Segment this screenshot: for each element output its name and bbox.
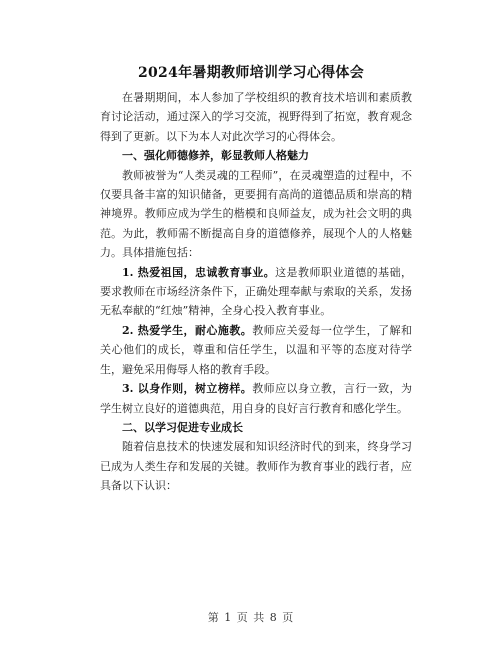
list-item-text: 教师应关爱每一位学生，了解和关心他们的成长，尊重和信任学生，以温和平等的态度对待学生，避免采用侮辱人格的教育手段。 — [100, 323, 413, 376]
page-title: 2024年暑期教师培训学习心得体会 — [137, 65, 365, 81]
list-item-text: 教师应以身立教，言行一致，为学生树立良好的道德典范，用自身的良好言行教育和感化学生。 — [100, 382, 413, 415]
list-item — [100, 263, 412, 321]
list-item-lead: 1. 热爱祖国，忠诚教育事业。 — [122, 265, 276, 279]
section-1-paragraph: 教师被誉为“人类灵魂的工程师”，在灵魂塑造的过程中，不仅要具备丰富的知识储备，更要拥有高尚的道德品质和崇高的精神境界。教师应成为学生的楷模和良师益友，成为社会文明的典范。为此，教师需不断提高自身的道德修养，展现个人的人格魅力。具体措施包括： — [100, 168, 412, 260]
intro-paragraph: 在暑期期间，本人参加了学校组织的教育技术培训和素质教育讨论活动，通过深入的学习交流，视野得到了拓宽，教育观念得到了更新。以下为本人对此次学习的心得体会。 — [100, 91, 412, 143]
section-2-paragraph: 随着信息技术的快速发展和知识经济时代的到来，终身学习已成为人类生存和发展的关键。教师作为教育事业的践行者，应具备以下认识： — [100, 440, 412, 493]
list-item-lead: 3. 以身作则，树立榜样。 — [122, 382, 253, 396]
list-item — [100, 379, 412, 418]
list-item-text: 这是教师职业道德的基础，要求教师在市场经济条件下，正确处理奉献与索取的关系，发扬无私奉献的“红烛”精神，全身心投入教育事业。 — [100, 265, 413, 318]
section-2-heading: 二、以学习促进专业成长 — [122, 420, 243, 434]
list-item — [100, 321, 412, 379]
page-number: 第 1 页 共 8 页 — [207, 611, 295, 624]
document-body — [100, 88, 412, 496]
section-1-heading: 一、强化师德修养，彰显教师人格魅力 — [122, 149, 309, 163]
list-item-lead: 2. 热爱学生，耐心施教。 — [122, 323, 253, 337]
